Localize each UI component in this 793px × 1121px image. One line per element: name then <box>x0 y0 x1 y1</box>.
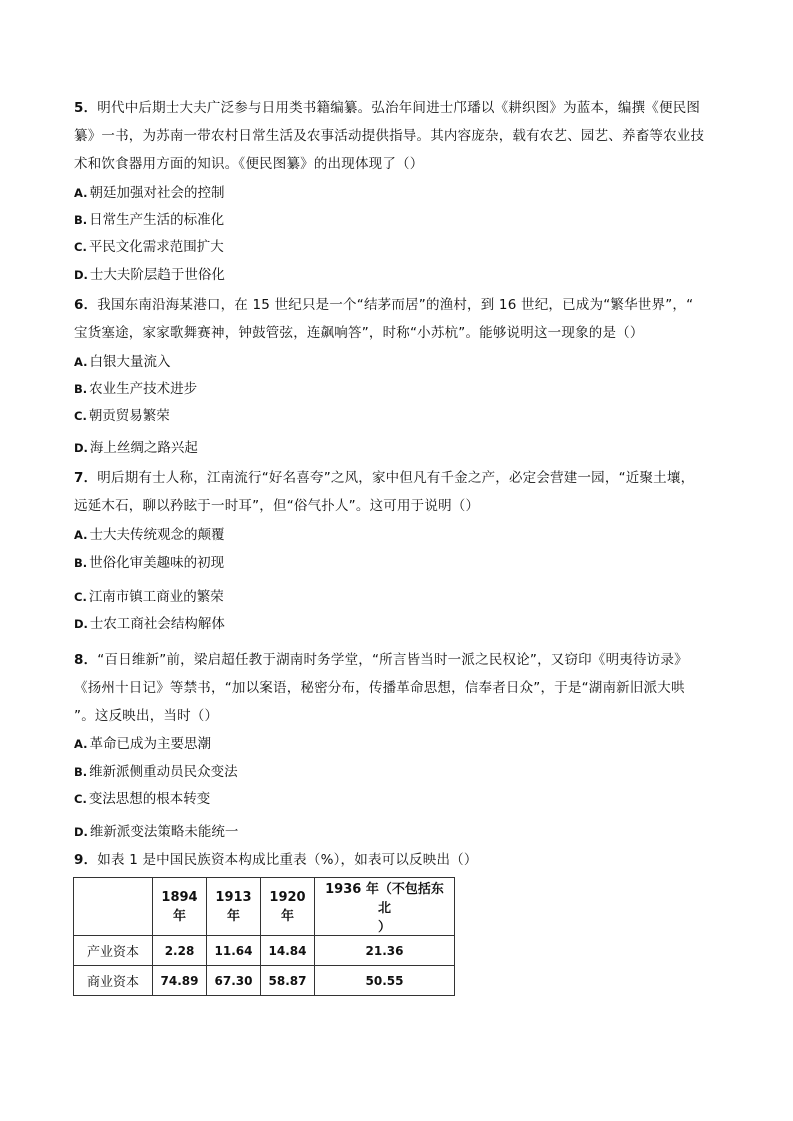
option-6c: C. 朝贡贸易繁荣 <box>74 408 170 424</box>
table-cell: 74.89 <box>153 966 207 996</box>
question-5 <box>74 94 724 178</box>
table-header-cell: 1920 年 <box>261 878 315 936</box>
question-9 <box>74 846 724 874</box>
option-6d: D. 海上丝绸之路兴起 <box>74 440 198 456</box>
question-text-line: 《扬州十日记》等禁书，“加以案语，秘密分布，传播革命思想，信奉者日众”，于是“湖南新旧派大哄 <box>74 680 685 696</box>
question-number: 5． <box>74 100 98 116</box>
row-label: 产业资本 <box>74 936 153 966</box>
question-text-line: 明代中后期士大夫广泛参与日用类书籍编纂。弘治年间进士邝璠以《耕织图》为蓝本，编撰《便民图 <box>97 100 701 116</box>
question-8 <box>74 646 724 730</box>
table-header-cell: 1913 年 <box>207 878 261 936</box>
table-cell: 67.30 <box>207 966 261 996</box>
option-5b: B. 日常生产生活的标准化 <box>74 212 225 228</box>
option-8a: A. 革命已成为主要思潮 <box>74 736 211 752</box>
question-number: 7． <box>74 470 98 486</box>
option-6b: B. 农业生产技术进步 <box>74 381 198 397</box>
table-row <box>74 936 455 966</box>
question-text-line: ”。这反映出，当时（） <box>74 708 219 724</box>
table-cell: 50.55 <box>315 966 455 996</box>
question-text-line: 我国东南沿海某港口，在 15 世纪只是一个“结茅而居”的渔村，到 16 世纪，已成为“繁华世界”，“ <box>97 297 694 313</box>
question-text-line: 明后期有士人称，江南流行“好名喜夸”之风，家中但凡有千金之产，必定会营建一园，“近聚土壤， <box>97 470 695 486</box>
option-7c: C. 江南市镇工商业的繁荣 <box>74 589 224 605</box>
question-text-line: 如表 1 是中国民族资本构成比重表（%），如表可以反映出（） <box>97 852 478 868</box>
option-7b: B. 世俗化审美趣味的初现 <box>74 555 225 571</box>
table-header-cell <box>74 878 153 936</box>
table-row <box>74 966 455 996</box>
option-6a: A. 白银大量流入 <box>74 354 171 370</box>
table-cell: 21.36 <box>315 936 455 966</box>
option-8b: B. 维新派侧重动员民众变法 <box>74 764 238 780</box>
question-text-line: 术和饮食器用方面的知识。《便民图纂》的出现体现了（） <box>74 156 424 172</box>
question-text-line: 宝货塞途，家家歌舞赛神，钟鼓管弦，连飙响答”，时称“小苏杭”。能够说明这一现象的是（） <box>74 325 644 341</box>
question-text-line: “百日维新”前，梁启超任教于湖南时务学堂，“所言皆当时一派之民权论”，又窃印《明夷待访录》 <box>97 652 688 668</box>
table-cell: 14.84 <box>261 936 315 966</box>
question-text-line: 远延木石，聊以矜眩于一时耳”，但“俗气扑人”。这可用于说明（） <box>74 498 480 514</box>
table-header-cell: 1894 年 <box>153 878 207 936</box>
question-text-line: 纂》一书，为苏南一带农村日常生活及农事活动提供指导。其内容庞杂，载有农艺、园艺、养畜等农业技 <box>74 128 705 144</box>
question-7 <box>74 464 724 520</box>
capital-structure-table <box>73 877 455 996</box>
table-cell: 11.64 <box>207 936 261 966</box>
option-7d: D. 士农工商社会结构解体 <box>74 616 225 632</box>
table-cell: 58.87 <box>261 966 315 996</box>
question-number: 8． <box>74 652 98 668</box>
option-7a: A. 士大夫传统观念的颠覆 <box>74 527 225 543</box>
option-5a: A. 朝廷加强对社会的控制 <box>74 185 225 201</box>
option-5d: D. 士大夫阶层趋于世俗化 <box>74 267 225 283</box>
option-8d: D. 维新派变法策略未能统一 <box>74 824 239 840</box>
table-cell: 2.28 <box>153 936 207 966</box>
question-number: 6． <box>74 297 98 313</box>
question-6 <box>74 291 724 347</box>
table-header-row <box>74 878 455 936</box>
question-number: 9． <box>74 852 98 868</box>
option-8c: C. 变法思想的根本转变 <box>74 791 211 807</box>
option-5c: C. 平民文化需求范围扩大 <box>74 239 224 255</box>
row-label: 商业资本 <box>74 966 153 996</box>
table-header-cell: 1936 年（不包括东北 ） <box>315 878 455 936</box>
